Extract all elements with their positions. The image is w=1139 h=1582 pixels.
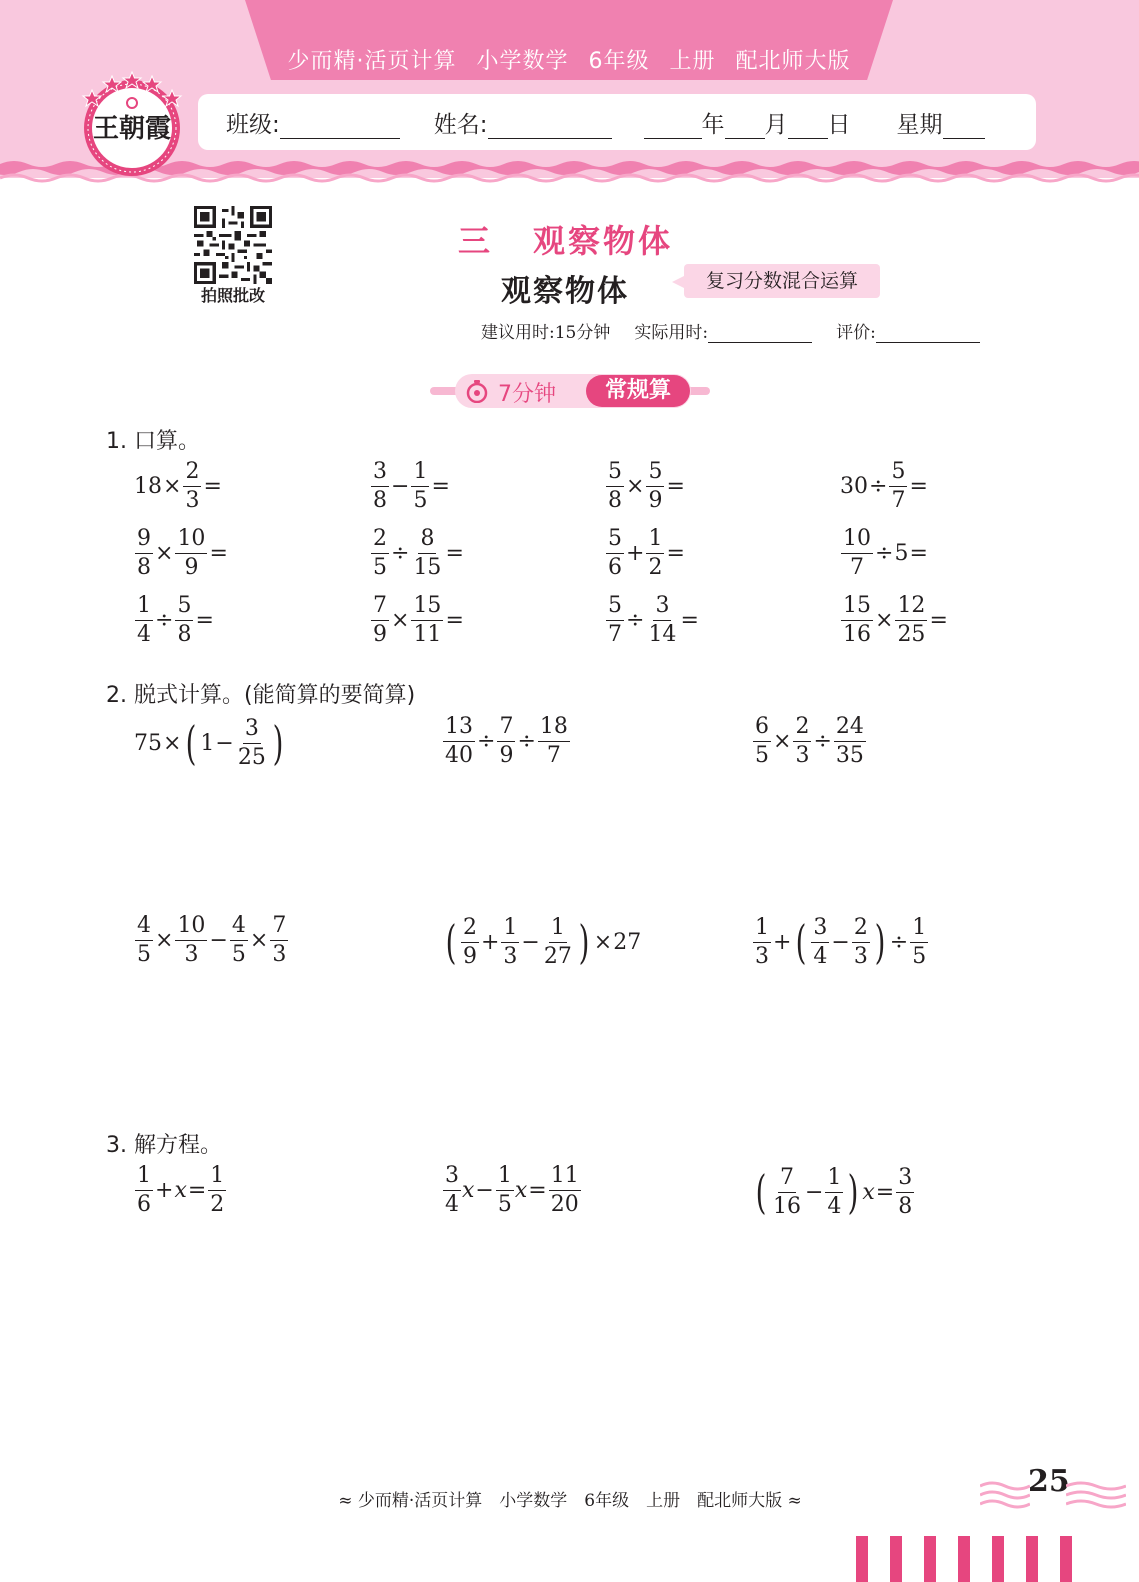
lesson-title: 观察物体 (501, 274, 629, 309)
series-title: 少而精·活页计算 小学数学 6年级 上册 配北师大版 (287, 49, 851, 74)
page-wave-decoration-right (1066, 1478, 1126, 1512)
q2-item: $\frac{4}{5}$ × $\frac{10}{3}$ − $\frac{4}{5}$ × $\frac{7}{3}$ (137, 913, 287, 967)
q2-heading: 2. 脱式计算。(能简算的要简算) (106, 683, 416, 708)
footer-stripes-decoration (850, 1536, 1090, 1582)
q2-item: 75 × ( 1 − $\frac{3}{25}$ ) (134, 715, 284, 770)
class-label: 班级: (226, 112, 280, 138)
actual-time-field[interactable] (708, 322, 812, 343)
q1-item: $\frac{5}{8}$ × $\frac{5}{9}$ = (608, 459, 685, 513)
unit-name: 观察物体 (533, 222, 674, 260)
suggested-time-unit: 分钟 (576, 323, 611, 343)
q1-heading: 1. 口算。 (106, 429, 200, 454)
class-field[interactable] (280, 114, 400, 139)
student-info-row (226, 106, 985, 139)
section-type-badge: 常规算 (586, 375, 690, 407)
brand-logo-text: 王朝霞 (92, 114, 171, 144)
actual-time-label: 实际用时: (634, 323, 709, 343)
year-field[interactable] (644, 114, 702, 139)
q3-item: 3 4 x − $\frac{1}{5}$ x = $\frac{11}{20}$ (445, 1163, 579, 1217)
footer-text: 少而精·活页计算 小学数学 6年级 上册 配北师大版 (357, 1491, 783, 1511)
weekday-label: 星期 (896, 112, 943, 138)
q1-item: $\frac{9}{8}$ × $\frac{10}{9}$ = (137, 526, 228, 580)
q2-item: ( 2 9 + $\frac{1}{3}$ − $\frac{1}{27}$ ) × 27 (445, 914, 642, 969)
q1-item: $\frac{15}{16}$ × $\frac{12}{25}$ = (843, 593, 948, 647)
time-info-row (481, 318, 980, 343)
section-time: 7分钟 (498, 382, 556, 407)
qr-label: 拍照批改 (200, 286, 265, 305)
q3-heading: 3. 解方程。 (106, 1133, 222, 1158)
q2-item: $\frac{6}{5}$ × $\frac{2}{3}$ ÷ $\frac{24}{35}$ (755, 714, 864, 768)
suggested-time-value: 15 (554, 323, 577, 343)
page-wave-decoration (980, 1478, 1030, 1512)
day-field[interactable] (788, 114, 828, 139)
q3-item: ( 7 16 − $\frac{1}{4}$ ) x = $\frac{3}{8}$ (755, 1164, 913, 1219)
stopwatch-icon (465, 379, 489, 403)
rating-field[interactable] (876, 322, 980, 343)
name-label: 姓名: (433, 112, 488, 138)
month-field[interactable] (725, 114, 765, 139)
year-label: 年 (701, 112, 725, 138)
q1-item: $\frac{2}{5}$ ÷ $\frac{8}{15}$ = (373, 526, 464, 580)
page-number: 25 (1028, 1464, 1070, 1499)
q2-item: $\frac{13}{40}$ ÷ $\frac{7}{9}$ ÷ $\frac{18}{7}$ (445, 714, 568, 768)
qr-code-icon[interactable] (194, 206, 272, 284)
q1-item: 3 8 − $\frac{1}{5}$ = (373, 459, 450, 513)
q1-item: 30 ÷ $\frac{5}{7}$ = (840, 459, 928, 513)
q1-item: $\frac{5}{7}$ ÷ $\frac{3}{14}$ = (608, 593, 699, 647)
q1-item: 5 6 + $\frac{1}{2}$ = (608, 526, 685, 580)
rating-label: 评价: (836, 323, 876, 343)
q1-item: $\frac{1}{4}$ ÷ $\frac{5}{8}$ = (137, 593, 214, 647)
q1-item: $\frac{7}{9}$ × $\frac{15}{11}$ = (373, 593, 464, 647)
unit-number: 三 (458, 222, 494, 260)
weekday-field[interactable] (943, 114, 985, 139)
wave-left-icon: ≈ (338, 1491, 358, 1511)
q1-item: $\frac{10}{7}$ ÷ 5 = (843, 526, 928, 580)
q1-item: 18 × $\frac{2}{3}$ = (134, 459, 222, 513)
name-field[interactable] (488, 114, 612, 139)
wave-right-icon: ≈ (782, 1491, 802, 1511)
q3-item: 1 6 + x = $\frac{1}{2}$ (137, 1163, 225, 1217)
lesson-tag: 复习分数混合运算 (684, 264, 880, 298)
tag-pointer (672, 276, 684, 288)
suggested-time-label: 建议用时: (481, 323, 555, 343)
q2-item: 1 3 + ( 3 4 − $\frac{2}{3}$ ) ÷ $\frac{1}{5}$ (755, 914, 927, 969)
unit-title (458, 216, 673, 262)
footer-series (300, 1486, 840, 1511)
month-label: 月 (764, 112, 788, 138)
day-label: 日 (827, 112, 851, 138)
